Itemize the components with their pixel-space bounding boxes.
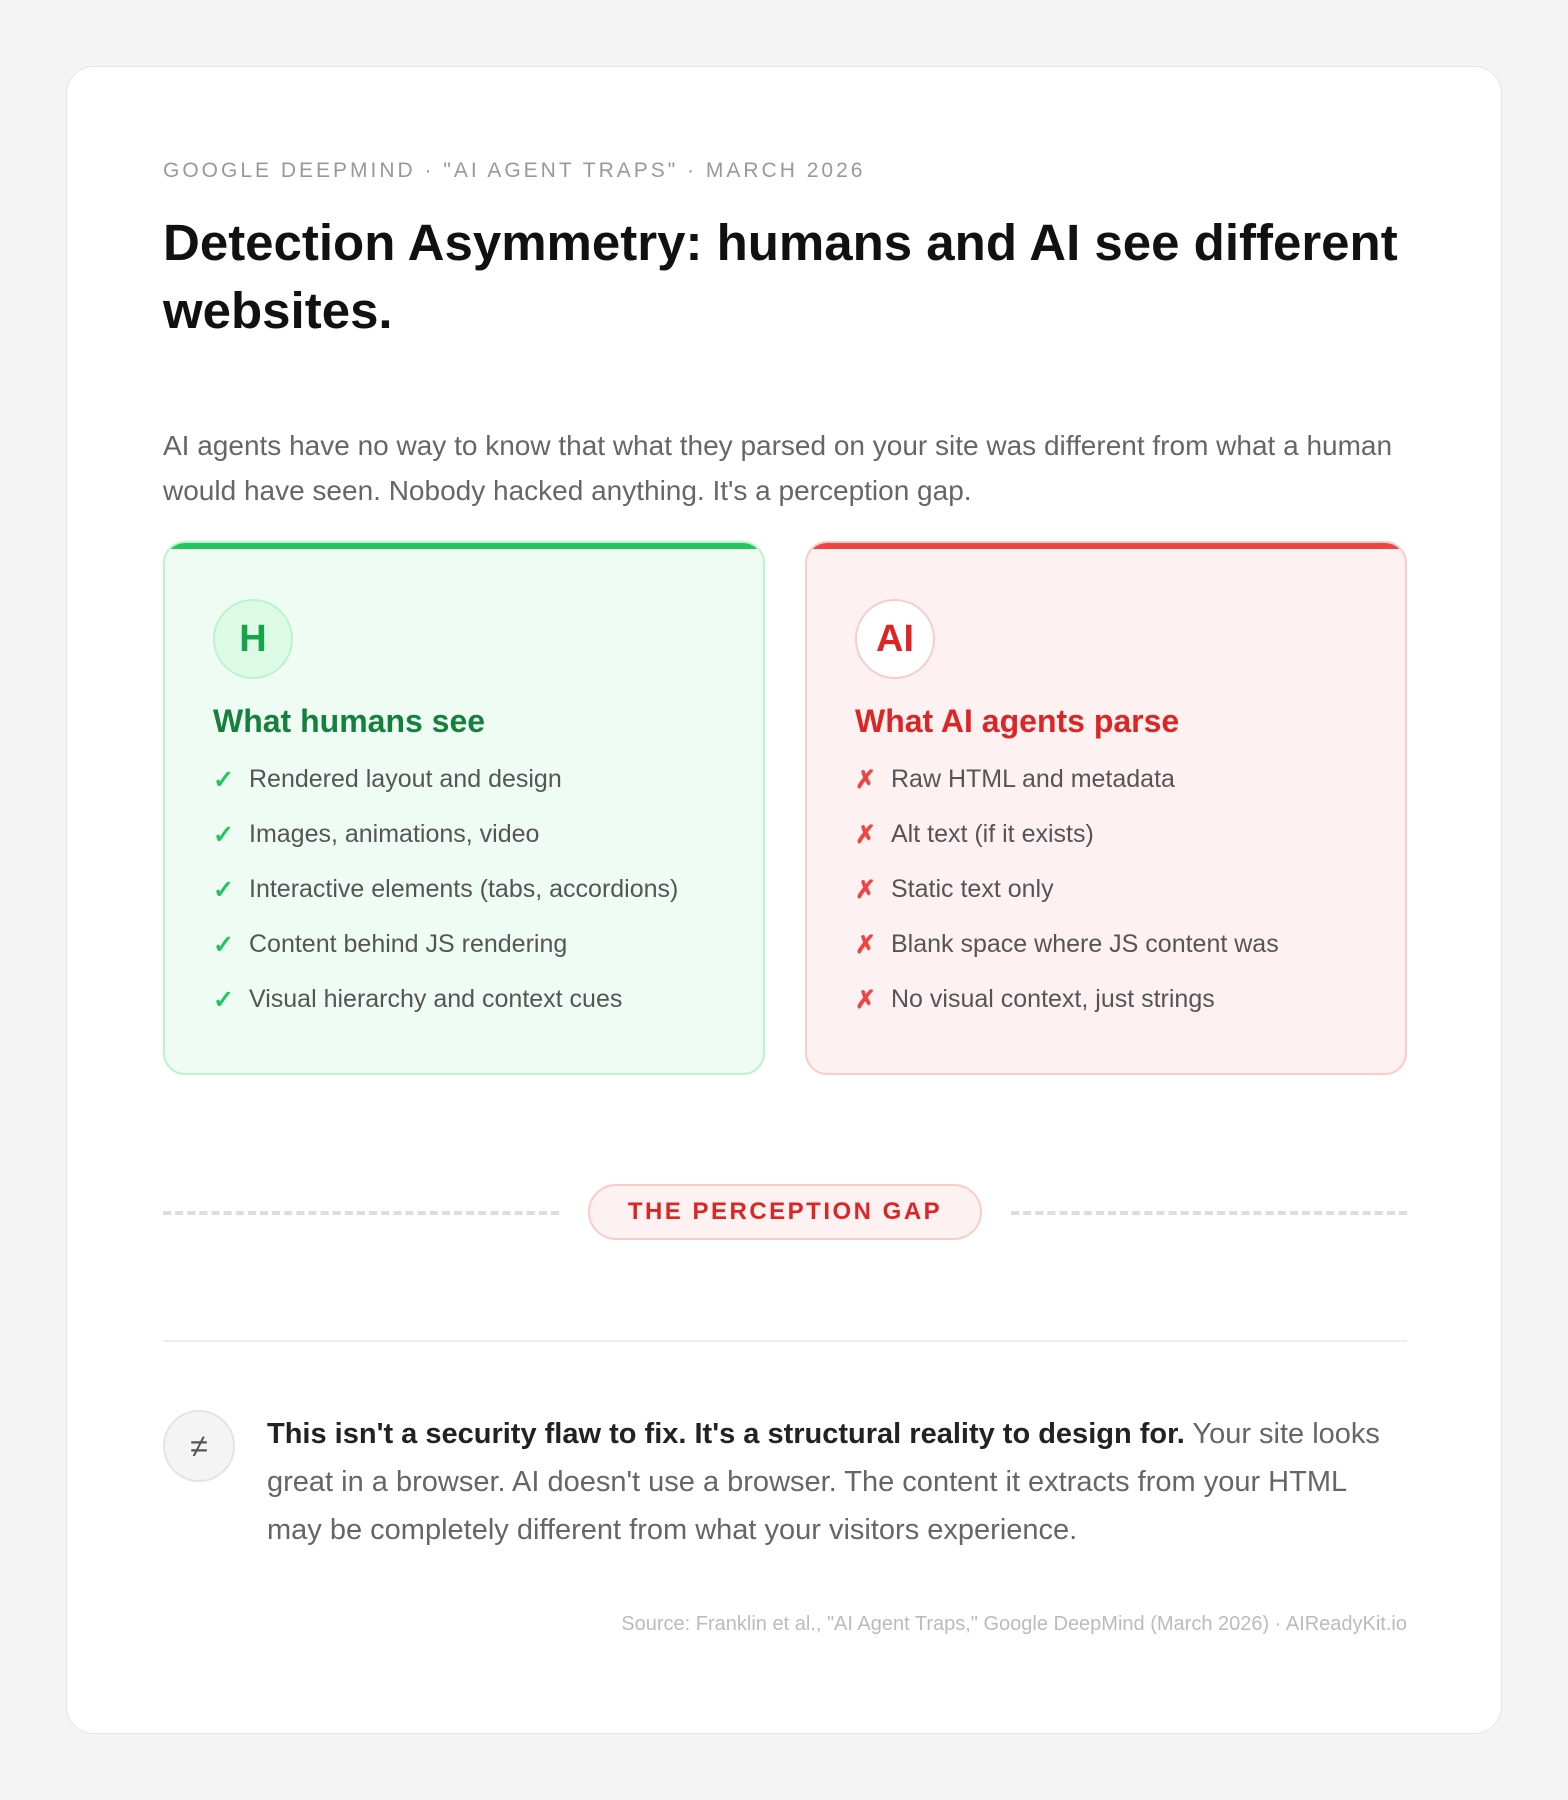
check-icon: ✓ [213, 765, 234, 794]
cross-icon: ✗ [855, 985, 876, 1014]
item-text: Rendered layout and design [249, 765, 562, 793]
accent-bar [165, 543, 763, 549]
infographic-card [66, 66, 1502, 1734]
list-item [213, 917, 715, 972]
item-text: Interactive elements (tabs, accordions) [249, 875, 679, 903]
item-text: Visual hierarchy and context cues [249, 985, 623, 1013]
eyebrow: GOOGLE DEEPMIND · "AI AGENT TRAPS" · MARCH 2026 [163, 159, 866, 182]
human-badge-icon: H [213, 599, 293, 679]
list-item [855, 862, 1357, 917]
dashed-line-left [163, 1211, 559, 1215]
ai-panel [805, 541, 1407, 1075]
humans-list [213, 752, 715, 1027]
list-item [855, 972, 1357, 1027]
item-text: Raw HTML and metadata [891, 765, 1175, 793]
item-text: No visual context, just strings [891, 985, 1215, 1013]
item-text: Blank space where JS content was [891, 930, 1279, 958]
list-item [855, 752, 1357, 807]
humans-panel [163, 541, 765, 1075]
item-text: Alt text (if it exists) [891, 820, 1094, 848]
list-item [213, 972, 715, 1027]
humans-heading: What humans see [213, 703, 486, 739]
list-item [855, 917, 1357, 972]
ai-badge-icon: AI [855, 599, 935, 679]
list-item [855, 807, 1357, 862]
divider [163, 1340, 1407, 1342]
source-citation: Source: Franklin et al., "AI Agent Traps," Google DeepMind (March 2026) · AIReadyKit.io [621, 1613, 1407, 1635]
cross-icon: ✗ [855, 765, 876, 794]
list-item [213, 862, 715, 917]
not-equal-icon: ≠ [163, 1410, 235, 1482]
page-title: Detection Asymmetry: humans and AI see different websites. [163, 214, 1398, 339]
callout-note [163, 1410, 1407, 1554]
check-icon: ✓ [213, 875, 234, 904]
note-bold: This isn't a security flaw to fix. It's a structural reality to design for. [267, 1418, 1185, 1450]
cross-icon: ✗ [855, 930, 876, 959]
list-item [213, 807, 715, 862]
note-text [267, 1410, 1407, 1554]
item-text: Content behind JS rendering [249, 930, 568, 958]
list-item [213, 752, 715, 807]
perception-gap-label: THE PERCEPTION GAP [588, 1184, 982, 1240]
comparison-panels [163, 541, 1407, 1075]
cross-icon: ✗ [855, 875, 876, 904]
ai-list [855, 752, 1357, 1027]
check-icon: ✓ [213, 930, 234, 959]
cross-icon: ✗ [855, 820, 876, 849]
dashed-line-right [1011, 1211, 1407, 1215]
note-body: Your site looks great in a browser. AI doesn't use a browser. The content it extracts from your HTML may be completely different from what your visitors experience. [267, 1418, 1380, 1546]
perception-gap-row [163, 1184, 1407, 1240]
subtitle: AI agents have no way to know that what they parsed on your site was different from what a human would have seen. Nobody hacked anything. It's a perception gap. [163, 430, 1393, 506]
check-icon: ✓ [213, 985, 234, 1014]
check-icon: ✓ [213, 820, 234, 849]
ai-heading: What AI agents parse [855, 703, 1180, 739]
accent-bar [807, 543, 1405, 549]
item-text: Static text only [891, 875, 1054, 903]
item-text: Images, animations, video [249, 820, 540, 848]
